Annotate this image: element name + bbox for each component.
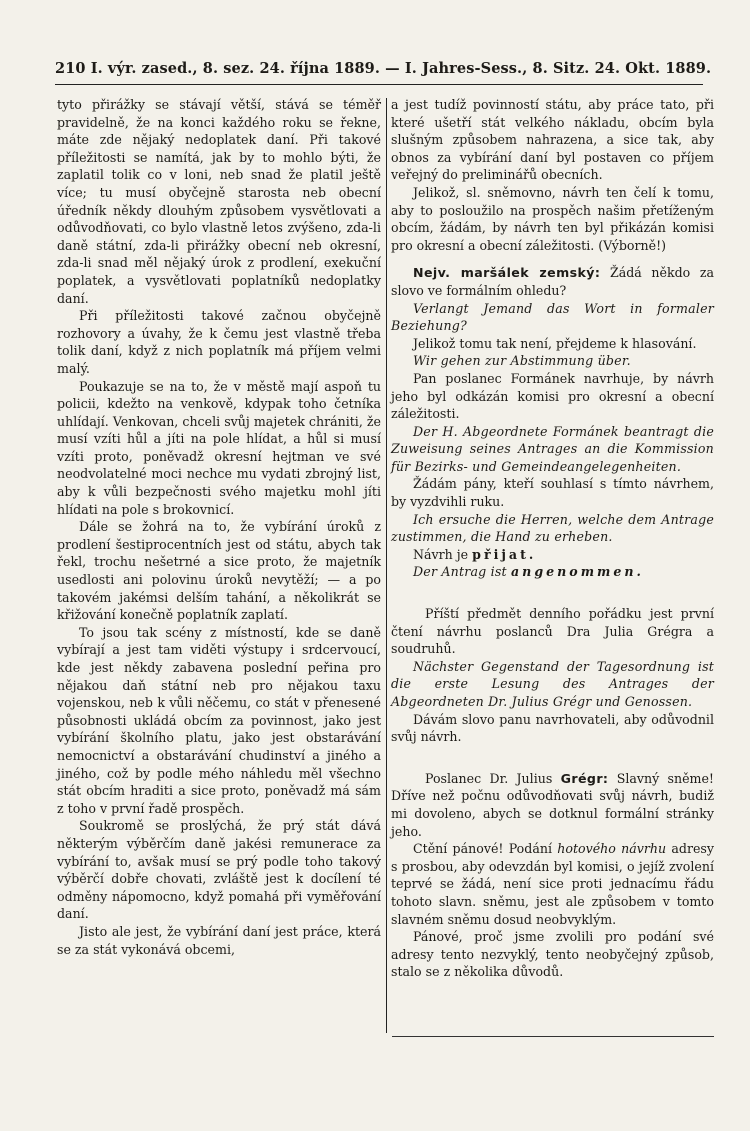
paragraph: Poukazuje se na to, že v městě mají aspoň tu policii, kdežto na venkově, kdypak toho četníka uhlídají. Venkovan, chceli svůj majetek chrániti, že musí vzíti hůl a jíti na pole hlídat, a hůl si musí vzíti proto, poněvadž okresní hejtman ve své neodvolatelné moci nechce mu vydati zbrojný list, aby k vůli bezpečnosti svého majetku mohl jíti hlídati na pole s brokovnicí. [57, 378, 381, 517]
paragraph: Příští předmět denního pořádku jest první čtení návrhu poslanců Dra Julia Grégra a soudruhů. [391, 606, 714, 657]
paragraph-german: Ich ersuche die Herren, welche dem Antrage zustimmen, die Hand zu erheben. [391, 511, 714, 545]
result-emphasis: přijat. [472, 546, 537, 562]
paragraph: tyto přirážky se stávají větší, stává se téměř pravidelně, že na konci každého roku se řekne, máte zde nějaký nedoplatek daní. Při takové příležitosti se namítá, jak by to mohlo býti, že zaplatil tolik co v loni, neb snad že platil ještě více; tu musí obyčejně starosta neb obecní úředník někdy dlouhým způsobem vysvětlovati a odůvodňovati, co bylo vlastně letos zvýšeno, zda-li daně státní, zda-li přirážky obecní neb okresní, zda-li snad měl nějaký úrok z prodlení, exekuční poplatek, a vysvětlovati poplatníků nedoplatky daní. [57, 97, 381, 306]
speech-text: adresy s prosbou, aby odevzdán byl komisi, o jejíž zvolení teprvé se žádá, není sice proti jednacímu řádu tohoto slavn. sněmu, jest ale způsobem v tomto slavném sněmu dosud neobvyklým. [391, 841, 715, 927]
paragraph: Při příležitosti takové začnou obyčejně rozhovory a úvahy, že k čemu jest vlastně třeba tolik daní, když z nich poplatník má příjem velmi malý. [57, 308, 381, 376]
speaker-name: Grégr: [560, 770, 609, 786]
paragraph-german: Nächster Gegenstand der Tagesordnung ist die erste Lesung des Antrages der Abgeordneten Dr. Julius Grégr und Genossen. [391, 658, 714, 709]
result-paragraph [391, 546, 714, 564]
bottom-rule [392, 1036, 714, 1037]
paragraph: a jest tudíž povinností státu, aby práce tato, při které ušetří stát velkého nákladu, obcím byla slušným způsobem nahrazena, a sice tak, aby obnos za vybírání daní byl postaven co příjem veřejný do preliminářů obecních. [391, 97, 714, 183]
left-column [57, 96, 381, 958]
result-paragraph-german [391, 563, 714, 581]
paragraph: Žádám pány, kteří souhlasí s tímto návrhem, by vyzdvihli ruku. [391, 476, 714, 510]
paragraph: Pánové, proč jsme zvolili pro podání své adresy tento nezvyklý, tento neobyčejný způsob, stalo se z několika důvodů. [391, 929, 714, 980]
header-rule [55, 84, 703, 85]
right-column [391, 96, 714, 981]
paragraph: Jisto ale jest, že vybírání daní jest práce, která se za stát vykonává obcemi, [57, 923, 381, 957]
speaker-name: Nejv. maršálek zemský: [413, 265, 601, 281]
running-header: 210 I. výr. zased., 8. sez. 24. října 1889. — I. Jahres-Sess., 8. Sitz. 24. Okt. 1889. [55, 60, 712, 77]
speech-text: Žádá někdo za slovo ve formálním ohledu? [391, 265, 714, 298]
result-text: Der Antrag ist [413, 564, 511, 580]
paragraph-german: Der H. Abgeordnete Formánek beantragt die Zuweisung seines Antrages an die Kommission für Bezirks- und Gemeindeangelegenheiten. [391, 423, 714, 474]
speech-text: Ctění pánové! Podání [413, 841, 558, 857]
paragraph [391, 840, 714, 928]
paragraph: Dávám slovo panu navrhovateli, aby odůvodnil svůj návrh. [391, 711, 714, 745]
column-divider [386, 98, 387, 1033]
paragraph: Jelikož tomu tak není, přejdeme k hlasování. [413, 335, 697, 351]
paragraph: Soukromě se proslýchá, že prý stát dává některým výběrčím daně jakési remunerace za vybírání to, avšak musí se prý podle toho takový výběrčí dobře chovati, zvláště jest k docílení té odměny nápomocno, když pomahá při vyměřování daní. [57, 818, 381, 922]
result-emphasis: angenommen. [511, 564, 644, 580]
paragraph-german: Verlangt Jemand das Wort in formaler Beziehung? [391, 300, 714, 334]
paragraph: Pan poslanec Formánek navrhuje, by návrh jeho byl odkázán komisi pro okresní a obecní záležitosti. [391, 370, 714, 422]
paragraph: To jsou tak scény z místností, kde se daně vybírají a jest tam viděti výstupy i srdcervoucí, kde jest někdy zabavena poslední peřina pro nějakou daň státní neb pro nějakou taxu vojenskou, neb k vůli něčemu, co stát v přenesené působnosti ukládá obcím za povinnost, jako jest vybírání školního platu, jako jest obstarávání nemocnictví a obstarávání chudinství a jiného a jiného, což by podle mého náhledu měl všechno stát obcím hraditi a sice proto, poněvadž má sám z toho v první řadě prospěch. [57, 624, 381, 816]
paragraph: Jelikož, sl. sněmovno, návrh ten čelí k tomu, aby to posloužilo na prospěch našim přetíženým obcím, žádám, by návrh ten byl přikázán komisi pro okresní a obecní záležitosti. (Výborně!) [391, 184, 714, 253]
speaker-title: Poslanec Dr. Julius [425, 770, 561, 786]
result-text: Návrh je [413, 546, 473, 562]
speech-text: Slavný sněme! Dříve než počnu odůvodňovati svůj návrh, budiž mi dovoleno, abych se dotknul formální stránky jeho. [391, 770, 714, 839]
paragraph-german: Wir gehen zur Abstimmung über. [413, 353, 631, 369]
speaker-paragraph [391, 770, 714, 840]
speaker-paragraph [391, 264, 714, 299]
paragraph: Dále se žohrá na to, že vybírání úroků z prodlení šestiprocentních jest od státu, abych tak řekl, trochu nešetrné a sice proto, že majetník usedlosti ani polovinu úroků nevytěží; — a po takovém jakémsi delším tahání, a několikrát se křižování konečně poplatník zaplatí. [57, 519, 381, 623]
emphasis-text: hotového návrhu [557, 841, 667, 857]
